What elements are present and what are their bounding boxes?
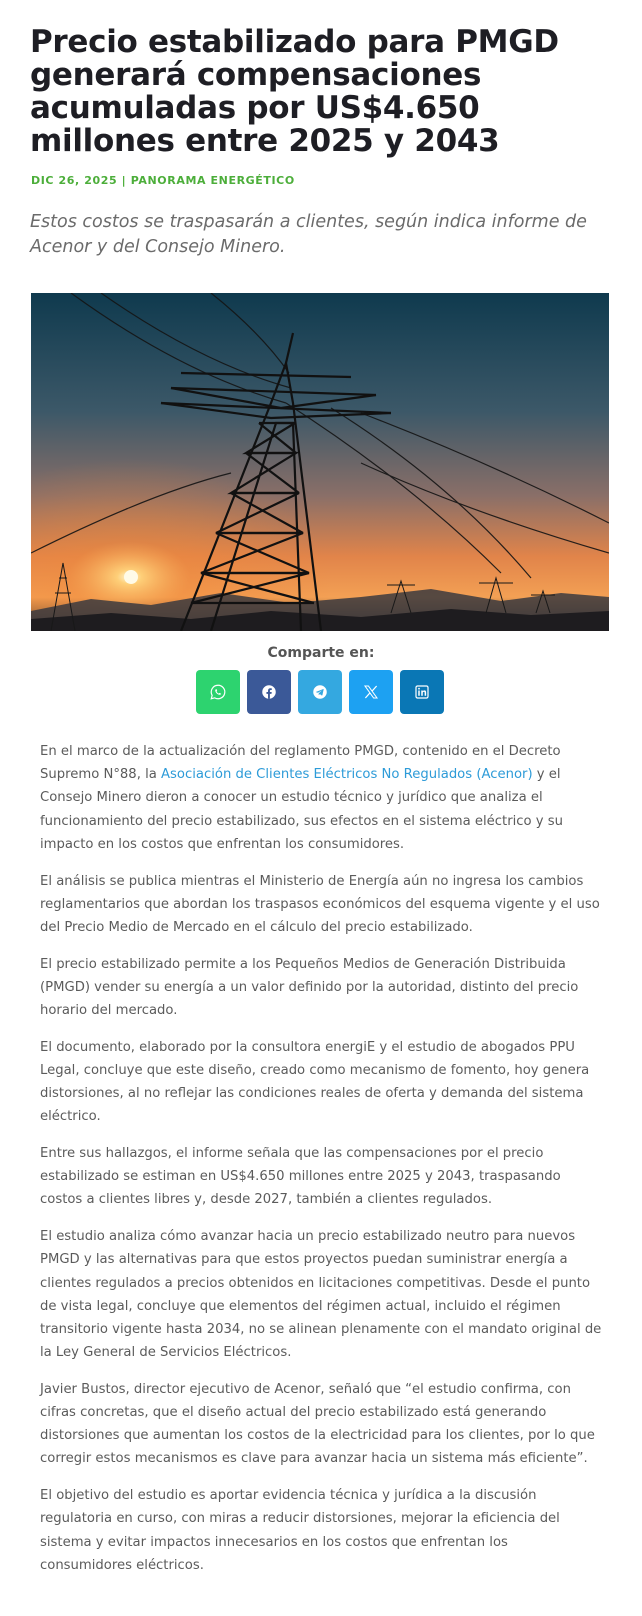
- share-whatsapp-button[interactable]: [196, 670, 240, 714]
- share-buttons: [196, 670, 446, 714]
- share-telegram-button[interactable]: [298, 670, 342, 714]
- article-meta: DIC 26, 2025 | PANORAMA ENERGÉTICO: [31, 174, 295, 187]
- paragraph-8: El objetivo del estudio es aportar evidencia técnica y jurídica a la discusión regulatoria en curso, con miras a reducir distorsiones, mejorar la eficiencia del sistema y evitar impactos innecesarios en los costos que enfrentan los consumidores eléctricos.: [40, 1488, 560, 1573]
- paragraph-1: En el marco de la actualización del reglamento PMGD, contenido en el Decreto Supremo N°88, la Asociación de Clientes Eléctricos No Regulados (Acenor) y el Consejo Minero dieron a conocer un estudio técnico y jurídico que analiza el funcionamiento del precio estabilizado, sus efectos en el sistema eléctrico y su impacto en los costos que enfrentan los consumidores.: [40, 744, 564, 852]
- x-icon: [362, 683, 380, 701]
- share-linkedin-button[interactable]: [400, 670, 444, 714]
- article-subtitle: Estos costos se traspasarán a clientes, según indica informe de Acenor y del Consejo Minero.: [30, 212, 587, 257]
- paragraph-4: El documento, elaborado por la consultora energiE y el estudio de abogados PPU Legal, concluye que este diseño, creado como mecanismo de fomento, hoy genera distorsiones, al no reflejar las condiciones reales de oferta y demanda del sistema eléctrico.: [40, 1039, 590, 1125]
- acenor-link[interactable]: Asociación de Clientes Eléctricos No Regulados (Acenor): [161, 767, 533, 783]
- hero-image: [31, 293, 609, 631]
- article-title: Precio estabilizado para PMGD generará compensaciones acumuladas por US$4.650 millones entre 2025 y 2043: [30, 24, 559, 159]
- paragraph-2: El análisis se publica mientras el Ministerio de Energía aún no ingresa los cambios reglamentarios que abordan los traspasos económicos del esquema vigente y el uso del Precio Medio de Mercado en el cálculo del precio estabilizado.: [40, 873, 600, 935]
- telegram-icon: [311, 683, 329, 701]
- linkedin-icon: [413, 683, 431, 701]
- share-facebook-button[interactable]: [247, 670, 291, 714]
- paragraph-3: El precio estabilizado permite a los Pequeños Medios de Generación Distribuida (PMGD) vender su energía a un valor definido por la autoridad, distinto del precio horario del mercado.: [40, 956, 579, 1019]
- facebook-icon: [260, 683, 278, 701]
- paragraph-5: Entre sus hallazgos, el informe señala que las compensaciones por el precio estabilizado se estiman en US$4.650 millones entre 2025 y 2043, traspasando costos a clientes libres y, desde 2027, también a clientes regulados.: [40, 1146, 561, 1208]
- article-body: [40, 740, 602, 1591]
- whatsapp-icon: [209, 683, 227, 701]
- paragraph-6: El estudio analiza cómo avanzar hacia un precio estabilizado neutro para nuevos PMGD y las alternativas para que estos proyectos puedan suministrar energía a clientes regulados a precios obtenidos en licitaciones competitivas. Desde el punto de vista legal, concluye que elementos del régimen actual, incluido el régimen transitorio vigente hasta 2034, no se alinean plenamente con el mandato original de la Ley General de Servicios Eléctricos.: [40, 1229, 602, 1361]
- share-label: Comparte en:: [267, 645, 375, 661]
- share-x-button[interactable]: [349, 670, 393, 714]
- paragraph-7: Javier Bustos, director ejecutivo de Acenor, señaló que “el estudio confirma, con cifras concretas, que el diseño actual del precio estabilizado está generando distorsiones que aumentan los costos de la electricidad para los clientes, por lo que corregir estos mecanismos es clave para avanzar hacia un sistema más eficiente”.: [40, 1381, 595, 1467]
